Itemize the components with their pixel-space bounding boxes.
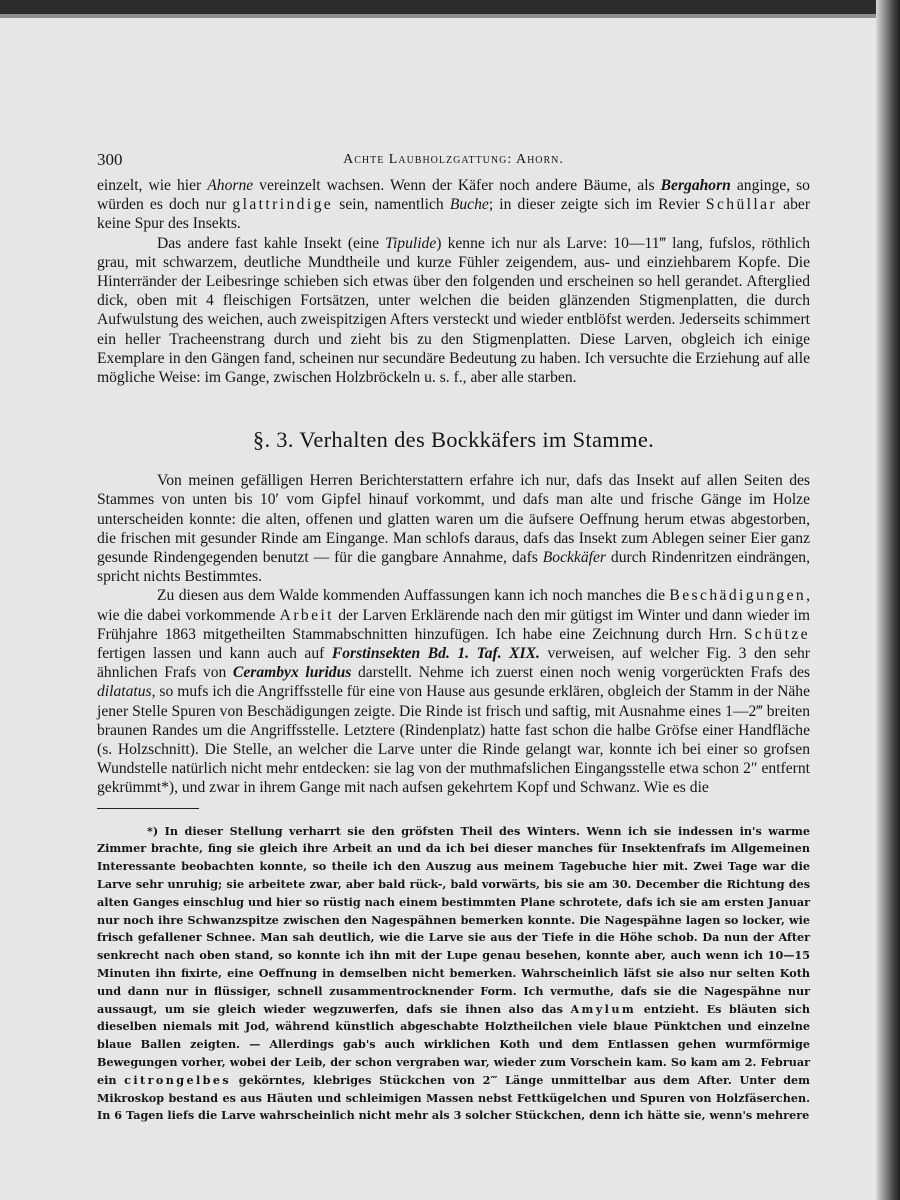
scan-top-edge [0, 0, 900, 14]
footnotes [97, 808, 810, 1126]
running-head-title: Achte Laubholzgattung: Ahorn. [343, 152, 564, 167]
paragraph-reports: Von meinen gefälligen Herren Berichterstattern erfahre ich nur, dafs das Insekt auf allen Seiten des Stammes von unten bis 10′ vom Gipfel hinauf vorkommt, und dafs man alte und frische Gänge im Holze unterscheiden konnte: die alten, offenen und glatten waren um die äufsere Oeffnung herum etwas abgestorben, die frischen mit gesunder Rinde am Eingange. Man schlofs daraus, dafs das Insekt zum Ablegen seiner Eier ganz gesunde Rindengegenden benutzt — für die gangbare Annahme, dafs Bockkäfer durch Rindenritzen eindrängen, spricht nichts Bestimmtes. [97, 472, 810, 586]
paragraph-continuation: einzelt, wie hier Ahorne vereinzelt wachsen. Wenn der Käfer noch andere Bäume, als Bergahorn anginge, so würden es doch nur glattrindige sein, namentlich Buche; in dieser zeigte sich im Revier Schüllar aber keine Spur des Insekts. [97, 177, 811, 233]
scan-right-edge [876, 0, 900, 1200]
running-head [97, 150, 810, 176]
book-page [97, 150, 810, 1125]
section-heading: §. 3. Verhalten des Bockkäfers im Stamme. [252, 427, 655, 453]
page-number: 300 [97, 150, 123, 169]
footnote: *) In dieser Stellung verharrt sie den gröfsten Theil des Winters. Wenn ich sie indessen in's warme Zimmer brachte, fing sie gleich ihre Arbeit an und da ich bei dieser manches für Insektenfrafs im Allgemeinen Interessante beobachten konnte, so theile ich den Auszug aus meinem Tagebuche hier mit. Zwei Tage war die Larve sehr unruhig; sie arbeitete zwar, aber bald rück-, bald vorwärts, bis sie am 30. December die Richtung des alten Ganges einschlug und hier so rüstig nach einem bestimmten Plane schrotete, dafs ich sie am ersten Januar nur noch ihre Schwanzspitze zwischen den Nagespähnen bemerken konnte. Die Nagespähne lagen so locker, wie frisch gefallener Schnee. Man sah deutlich, wie die Larve sie aus der Tiefe in die Höhe schob. Da nun der After senkrecht nach oben stand, so konnte ich ihn mit der Lupe genau besehen, konnte aber, auch wenn ich 10—15 Minuten ihn fixirte, eine Oeffnung in demselben nicht bemerken. Wahrscheinlich läfst sie also nur selten Koth und dann nur in flüssiger, schnell zusammentrocknender Form. Ich vermuthe, dafs sie die Nagespähne nur aussaugt, um sie gleich wieder wegzuwerfen, dafs sie ihnen also das Amylum entzieht. Es bläuten sich dieselben niemals mit Jod, während künstlich abgeschabte Holztheilchen viele blaue Pünktchen und einzelne blaue Ballen zeigten. — Allerdings gab's auch wirklichen Koth und dem Entlassen gehen wurmförmige Bewegungen vorher, wobei der Leib, der schon vergraben war, wieder zum Vorschein kam. So kam am 2. Februar ein citrongelbes gekörntes, klebriges Stückchen von 2‴ Länge unmittelbar aus dem After. Unter dem Mikroskop bestand es aus Häuten und schleimigen Massen nebst Fettkügelchen und Spuren von Holzfäserchen. In 6 Tagen liefs die Larve wahrscheinlich nicht mehr als 3 solcher Stückchen, denn ich hätte sie, wenn's mehrere [97, 823, 810, 1123]
paragraph-observations: Zu diesen aus dem Walde kommenden Auffassungen kann ich noch manches die Beschädigungen, wie die dabei vorkommende Arbeit der Larven Erklärende nach den mir gütigst im Winter und dann wieder im Frühjahre 1863 mitgetheilten Stammabschnitten hinzufügen. Ich habe eine Zeichnung durch Hrn. Schütze fertigen lassen und kann auch auf Forstinsekten Bd. 1. Taf. XIX. verweisen, auf welcher Fig. 3 den sehr ähnlichen Frafs von Cerambyx luridus darstellt. Nehme ich zuerst einen noch wenig vorgerückten Frafs des dilatatus, so mufs ich die Angriffsstelle für eine von Hause aus gesunde erklären, obgleich der Stamm in der Nähe jener Stelle Spuren von Beschädigungen zeigte. Die Rinde ist frisch und saftig, mit Ausnahme eines 1—2‴ breiten braunen Randes um die Angriffsstelle. Letztere (Rindenplatz) hatte fast schon die halbe Gröfse einer Handfläche (s. Holzschnitt). Die Stelle, an welcher die Larve unter die Rinde gelangt war, konnte ich bei einer so grofsen Wundstelle natürlich nicht mehr entdecken: sie lag von der muthmafslichen Eingangsstelle etwa schon 2″ entfernt gekrümmt*), und zwar in ihrem Gange mit nach aufsen gekehrtem Kopf und Schwanz. Wie es die [97, 587, 810, 797]
paragraph-tipulide: Das andere fast kahle Insekt (eine Tipulide) kenne ich nur als Larve: 10—11‴ lang, fufslos, röthlich grau, mit schwarzem, deutliche Mundtheile und kurze Fühler zeigendem, aus- und einziehbarem Kopfe. Die Hinterränder der Leibesringe schieben sich etwas über den folgenden und erscheinen so hell gerandet. Afterglied dick, oben mit 4 fleischigen Fortsätzen, unter welchen die beiden glänzenden Stigmenplatten, die durch Aufwulstung des weichen, auch zweispitzigen Afters versteckt und wieder entblöfst werden. Jederseits schimmert ein heller Tracheenstrang durch und zieht bis zu den Stigmenplatten. Diese Larven, obgleich ich einige Exemplare in den Gängen fand, scheinen nur secundäre Bedeutung zu haben. Ich versuchte die Erziehung auf alle mögliche Weise: im Gange, zwischen Holzbröckeln u. s. f., aber alle starben. [97, 234, 811, 387]
footnote-rule [97, 808, 199, 809]
